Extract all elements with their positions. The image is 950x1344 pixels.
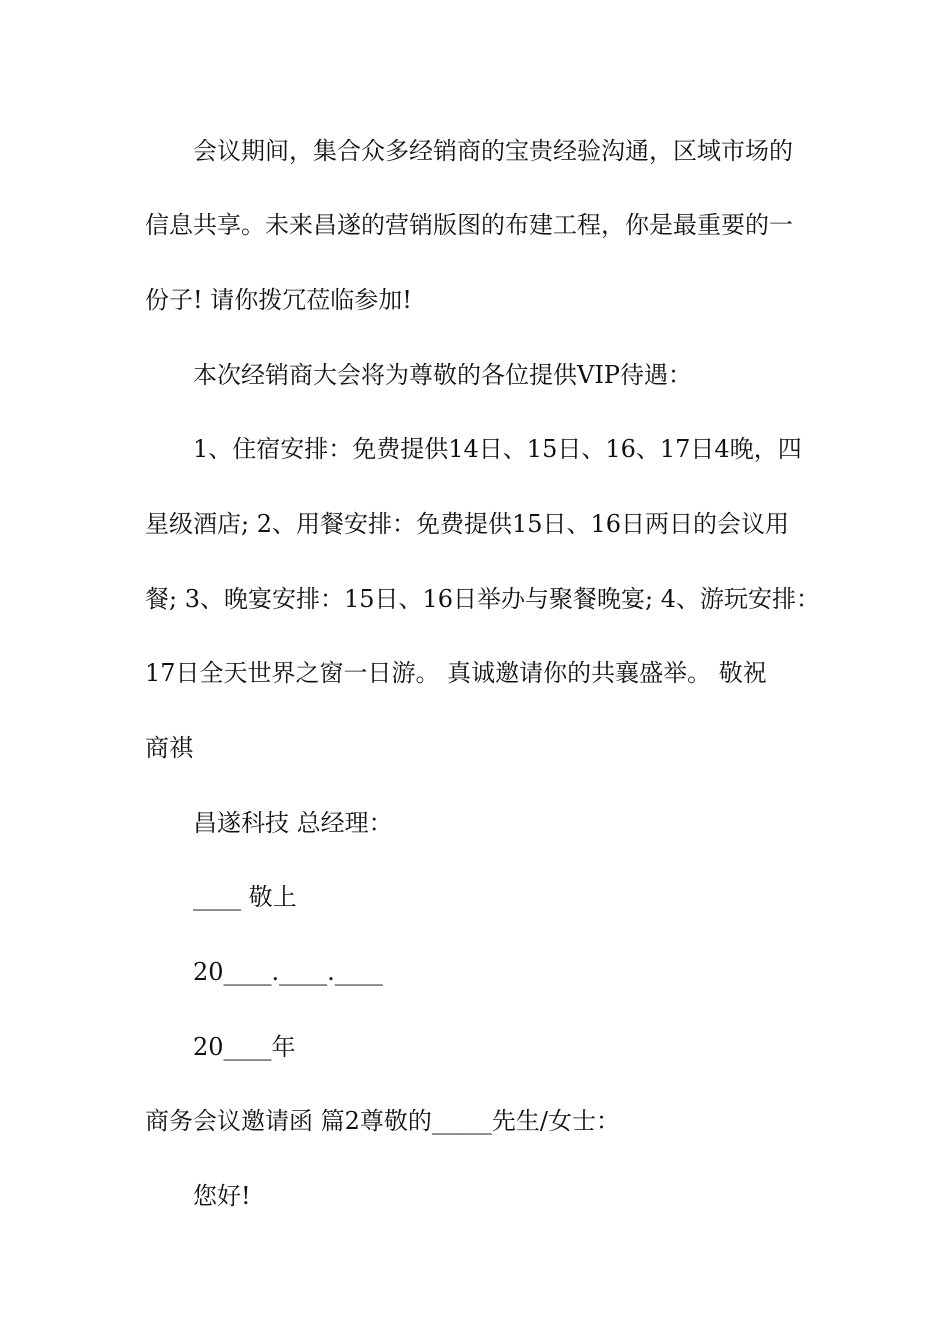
date-line-2: 20____年 [193, 1033, 296, 1061]
section-heading-2: 商务会议邀请函 篇2尊敬的_____先生/女士： [145, 1107, 620, 1135]
arrangement-line-2: 星级酒店; 2、用餐安排：免费提供15日、16日两日的会议用 [145, 510, 790, 538]
date-line-1: 20____.____.____ [193, 958, 383, 986]
signature-company: 昌遂科技 总经理： [193, 809, 393, 837]
vip-intro-line: 本次经销商大会将为尊敬的各位提供VIP待遇： [193, 361, 692, 389]
arrangement-line-4: 17日全天世界之窗一日游。 真诚邀请你的共襄盛举。 敬祝 [145, 659, 767, 687]
closing-greeting: 商祺 [145, 734, 193, 762]
arrangement-line-3: 餐; 3、晚宴安排：15日、16日举办与聚餐晚宴; 4、游玩安排： [145, 585, 821, 613]
signature-respect: ____ 敬上 [193, 883, 297, 911]
paragraph-line-2: 信息共享。未来昌遂的营销版图的布建工程，你是最重要的一 [145, 211, 793, 239]
paragraph-line-1: 会议期间，集合众多经销商的宝贵经验沟通，区域市场的 [193, 137, 793, 165]
arrangement-line-1: 1、住宿安排：免费提供14日、15日、16、17日4晚，四 [193, 435, 802, 463]
paragraph-line-3: 份子! 请你拨冗莅临参加! [145, 286, 412, 314]
salutation-line: 您好! [193, 1182, 251, 1210]
